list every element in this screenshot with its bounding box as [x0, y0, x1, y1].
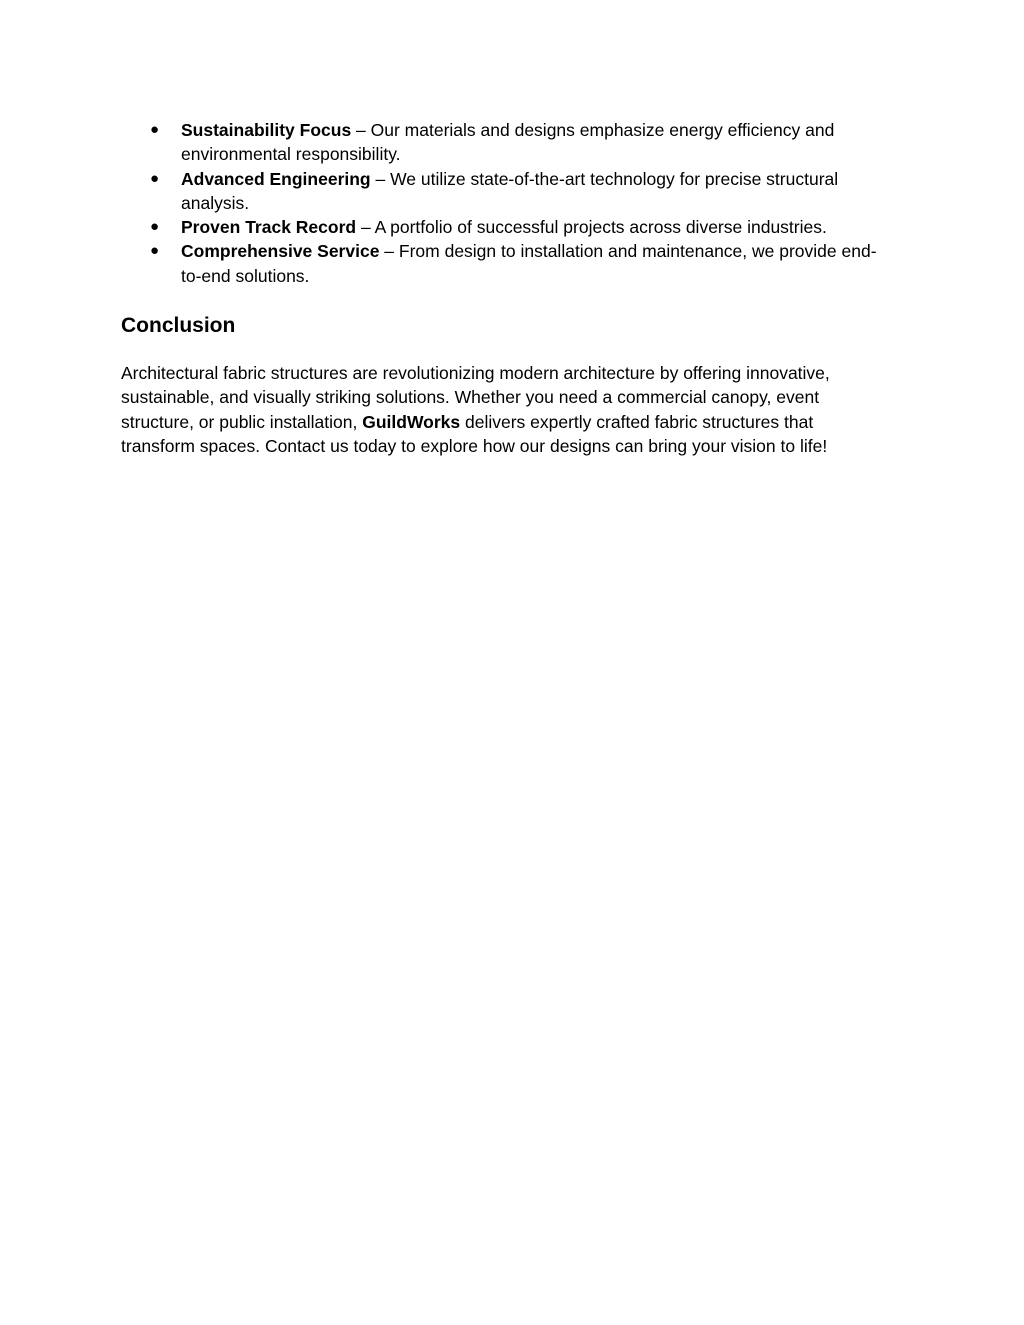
list-item	[121, 167, 881, 216]
list-item-term: Sustainability Focus	[181, 120, 352, 140]
list-item	[121, 215, 881, 239]
conclusion-text-after: delivers expertly crafted fabric structures that transform spaces. Contact us today to explore how our designs can bring your vision to life!	[121, 411, 828, 456]
list-item-text: – We utilize state-of-the-art technology for precise structural analysis.	[181, 168, 839, 213]
conclusion-text-before: Architectural fabric structures are revolutionizing modern architecture by offering innovative, sustainable, and visually striking solutions. Whether you need a commercial canopy, event structure, or public installation,	[121, 363, 830, 432]
list-item-text: – Our materials and designs emphasize energy efficiency and environmental responsibility.	[181, 120, 835, 165]
list-item	[121, 118, 881, 167]
bullet-icon: ●	[150, 218, 160, 236]
list-item-term: Proven Track Record	[181, 217, 357, 238]
conclusion-heading: Conclusion	[121, 314, 236, 338]
bullet-icon: ●	[150, 121, 160, 138]
list-item-term: Comprehensive Service	[181, 241, 380, 262]
conclusion-paragraph	[121, 361, 881, 458]
list-item-text: – From design to installation and maintenance, we provide end-to-end solutions.	[181, 241, 877, 286]
list-item-text: – A portfolio of successful projects across diverse industries.	[356, 217, 827, 238]
brand-name: GuildWorks	[362, 411, 461, 432]
bullet-icon: ●	[150, 169, 160, 187]
document-content	[121, 118, 881, 458]
list-item-term: Advanced Engineering	[181, 168, 371, 189]
bullet-icon: ●	[150, 242, 160, 260]
list-item	[121, 239, 881, 288]
features-list	[121, 118, 881, 288]
